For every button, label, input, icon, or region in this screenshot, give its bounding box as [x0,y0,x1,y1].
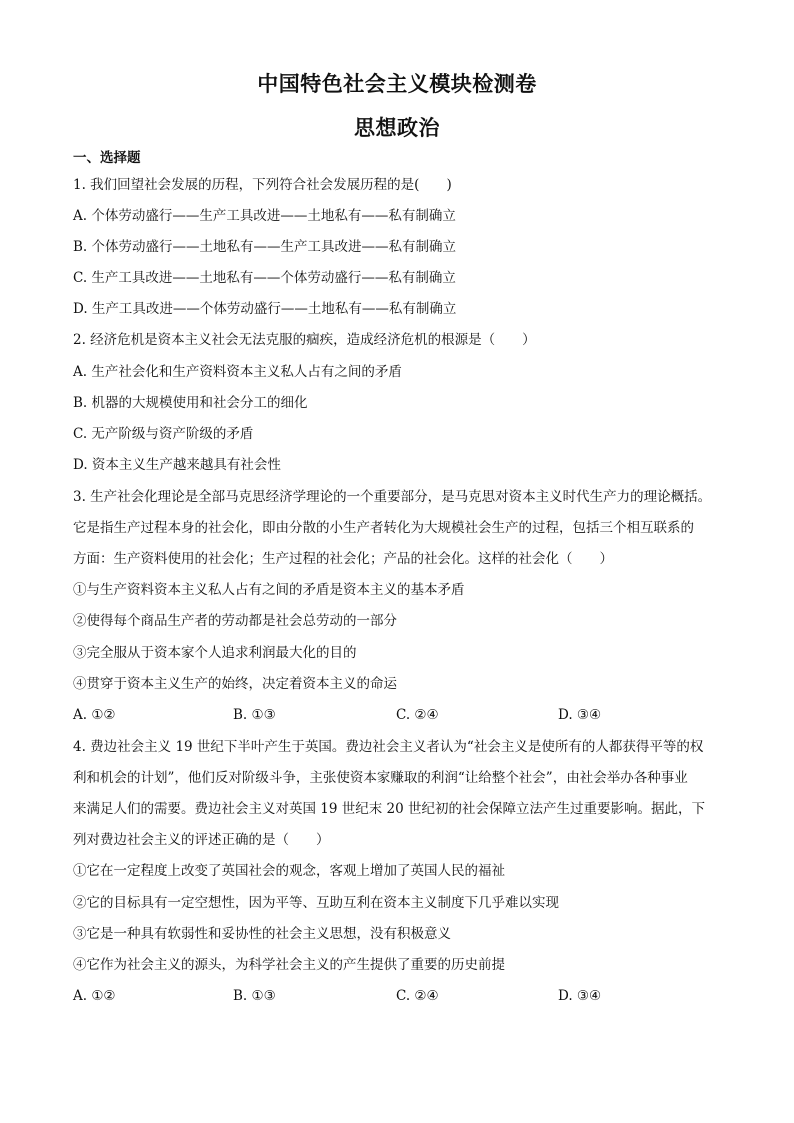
question-3-stem-line-2: 它是指生产过程本身的社会化，即由分散的小生产者转化为大规模社会生产的过程，包括三个相互联系的 [73,520,694,536]
question-4-stem-line-4: 列对费边社会主义的评述正确的是（ ） [73,832,330,848]
question-4-statement-4: ④它作为社会主义的源头，为科学社会主义的产生提供了重要的历史前提 [73,957,505,973]
question-1-stem: 1. 我们回望社会发展的历程，下列符合社会发展历程的是( ) [73,177,452,193]
question-3-choice-b: B. ①③ [233,707,276,723]
question-3-choice-a: A. ①② [73,707,116,723]
question-3-stem-line-1: 3. 生产社会化理论是全部马克思经济学理论的一个重要部分，是马克思对资本主义时代生产力的理论概括。 [73,489,712,505]
exam-title: 中国特色社会主义模块检测卷 [257,72,537,96]
exam-subject: 思想政治 [354,116,440,140]
question-1-option-d: D. 生产工具改进——个体劳动盛行——土地私有——私有制确立 [73,301,457,317]
question-4-stem-line-3: 来满足人们的需要。费边社会主义对英国 19 世纪末 20 世纪初的社会保障立法产生过重要影响。据此，下 [73,801,706,817]
question-3-choices [73,705,733,725]
question-3-statement-3: ③完全服从于资本家个人追求利润最大化的目的 [73,645,357,661]
question-4-choice-b: B. ①③ [233,988,276,1004]
question-2-option-d: D. 资本主义生产越来越具有社会性 [73,457,281,473]
question-1-option-b: B. 个体劳动盛行——土地私有——生产工具改进——私有制确立 [73,239,457,255]
question-4-choice-a: A. ①② [73,988,116,1004]
question-4-statement-1: ①它在一定程度上改变了英国社会的观念，客观上增加了英国人民的福祉 [73,863,505,879]
question-4-choice-d: D. ③④ [558,988,602,1004]
question-3-choice-d: D. ③④ [558,707,602,723]
question-4-statement-2: ②它的目标具有一定空想性，因为平等、互助互利在资本主义制度下几乎难以实现 [73,895,559,911]
question-4-stem-line-1: 4. 费边社会主义 19 世纪下半叶产生于英国。费边社会主义者认为“社会主义是使所有的人都获得平等的权 [73,739,704,755]
question-3-choice-c: C. ②④ [396,707,439,723]
question-1-option-c: C. 生产工具改进——土地私有——个体劳动盛行——私有制确立 [73,270,456,286]
question-3-stem-line-3: 方面：生产资料使用的社会化；生产过程的社会化；产品的社会化。这样的社会化（ ） [73,551,613,567]
question-3-statement-4: ④贯穿于资本主义生产的始终，决定着资本主义的命运 [73,676,397,692]
question-2-option-a: A. 生产社会化和生产资料资本主义私人占有之间的矛盾 [73,364,402,380]
question-1-option-a: A. 个体劳动盛行——生产工具改进——土地私有——私有制确立 [73,208,456,224]
question-2-option-c: C. 无产阶级与资产阶级的矛盾 [73,426,254,442]
question-3-statement-1: ①与生产资料资本主义私人占有之间的矛盾是资本主义的基本矛盾 [73,582,465,598]
question-3-statement-2: ②使得每个商品生产者的劳动都是社会总劳动的一部分 [73,613,397,629]
question-4-stem-line-2: 利和机会的计划”，他们反对阶级斗争，主张使资本家赚取的利润“让给整个社会”，由社会举办各种事业 [73,770,688,786]
question-4-choice-c: C. ②④ [396,988,439,1004]
question-2-stem: 2. 经济危机是资本主义社会无法克服的痼疾，造成经济危机的根源是（ ） [73,332,536,348]
section-heading: 一、选择题 [73,150,141,166]
question-4-choices [73,986,733,1006]
question-2-option-b: B. 机器的大规模使用和社会分工的细化 [73,395,308,411]
question-4-statement-3: ③它是一种具有软弱性和妥协性的社会主义思想，没有积极意义 [73,926,451,942]
